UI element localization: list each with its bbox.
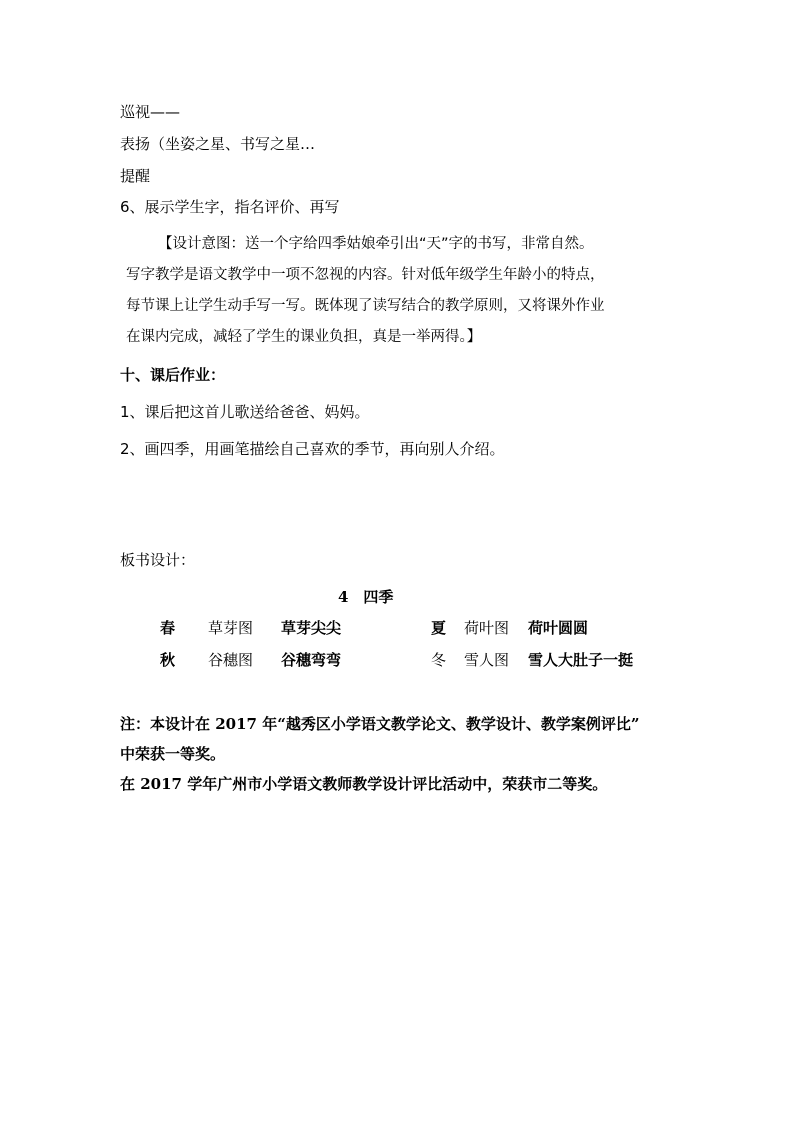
award-note-line-1: 注：本设计在 2017 年“越秀区小学语文教学论文、教学设计、教学案例评比” xyxy=(120,715,640,733)
design-intent-line-1: 【设计意图：送一个字给四季姑娘牵引出“天”字的书写，非常自然。 xyxy=(158,236,594,252)
board-season-winter: 冬 xyxy=(431,651,447,669)
board-title: 4 四季 xyxy=(338,588,394,606)
patrol-step: 巡视—— xyxy=(120,103,181,121)
board-picture-winter: 雪人图 xyxy=(464,651,510,669)
remind-step: 提醒 xyxy=(120,167,151,185)
board-phrase-winter: 雪人大肚子一挺 xyxy=(528,651,634,669)
homework-item-1: 1、课后把这首儿歌送给爸爸、妈妈。 xyxy=(120,403,370,421)
homework-item-2: 2、画四季，用画笔描绘自己喜欢的季节，再向别人介绍。 xyxy=(120,440,505,458)
design-intent-line-3: 每节课上让学生动手写一写。既体现了读写结合的教学原则，又将课外作业 xyxy=(126,298,605,314)
board-picture-summer: 荷叶图 xyxy=(464,619,510,637)
board-season-spring: 春 xyxy=(160,619,176,637)
award-note-line-3: 在 2017 学年广州市小学语文教师教学设计评比活动中，荣获市二等奖。 xyxy=(120,775,608,793)
board-season-summer: 夏 xyxy=(431,619,447,637)
board-phrase-autumn: 谷穗弯弯 xyxy=(281,651,342,669)
board-season-autumn: 秋 xyxy=(160,651,176,669)
board-picture-autumn: 谷穗图 xyxy=(208,651,254,669)
homework-heading: 十、课后作业： xyxy=(120,366,226,384)
board-phrase-summer: 荷叶圆圆 xyxy=(528,619,589,637)
design-intent-line-2: 写字教学是语文教学中一项不忽视的内容。针对低年级学生年龄小的特点， xyxy=(126,267,605,283)
design-intent-line-4: 在课内完成，减轻了学生的课业负担，真是一举两得。】 xyxy=(126,329,482,345)
award-note-line-2: 中荣获一等奖。 xyxy=(120,745,226,763)
board-picture-spring: 草芽图 xyxy=(208,619,254,637)
board-phrase-spring: 草芽尖尖 xyxy=(281,619,342,637)
step-6: 6、展示学生字，指名评价、再写 xyxy=(120,198,340,216)
praise-step: 表扬（坐姿之星、书写之星… xyxy=(120,135,316,153)
board-heading: 板书设计： xyxy=(120,551,196,569)
